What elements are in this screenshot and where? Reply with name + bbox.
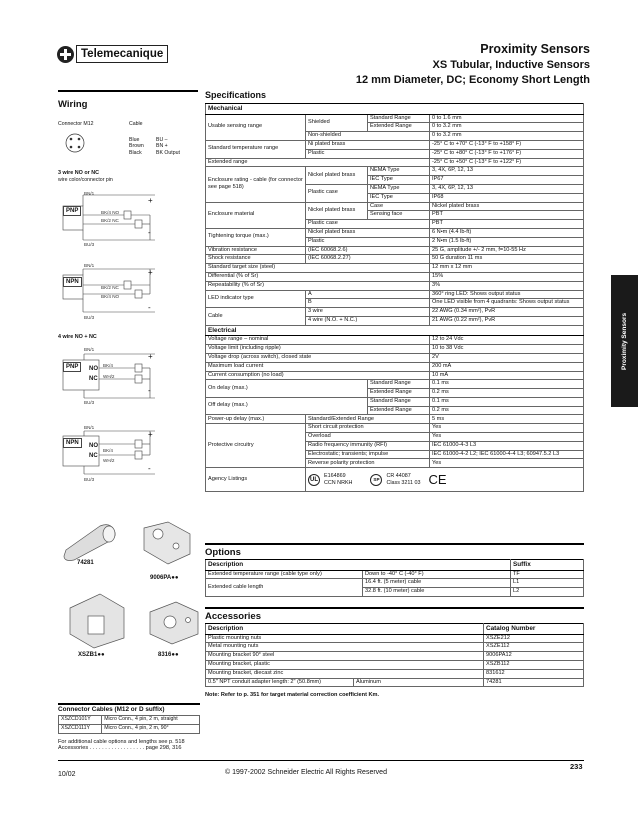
table-cell: LED indicator type: [206, 290, 306, 308]
mechanical-header: Mechanical: [206, 104, 584, 115]
table-cell: 10 mA: [430, 371, 584, 380]
minus-label: -: [148, 303, 151, 312]
table-cell: Plastic: [306, 149, 430, 158]
bu3-label: BU/3: [84, 477, 95, 482]
table-cell: Power-up delay (max.): [206, 415, 306, 424]
table-cell: XSZB112: [484, 660, 584, 669]
table-cell: 3%: [430, 281, 584, 290]
table-cell: IP67: [430, 176, 584, 185]
table-row: [206, 380, 584, 389]
table-cell: Ni plated brass: [306, 140, 430, 149]
table-cell: L2: [511, 588, 584, 597]
page-title: Proximity Sensors: [480, 42, 590, 56]
table-cell: A: [306, 290, 430, 299]
cable-color-row: Brown BN +: [129, 143, 168, 150]
table-cell: 831612: [484, 669, 584, 678]
table-cell: 2V: [430, 353, 584, 362]
table-cell: Plastic mounting nuts: [206, 634, 484, 643]
table-row: [206, 634, 584, 643]
table-cell: Extended Range: [368, 123, 430, 132]
ul-icon: UL: [308, 474, 320, 486]
table-cell: 74281: [484, 678, 584, 687]
no-label: NO: [89, 366, 98, 372]
table-cell: Micro Conn., 4 pin, 2 m, straight: [102, 716, 200, 725]
ul-ccn: CCN NRKH: [324, 479, 353, 486]
table-row: [206, 579, 584, 588]
options-title: Options: [205, 543, 584, 558]
table-cell: Yes: [430, 459, 584, 468]
bk2nc-label: BK/2 NC: [101, 285, 119, 290]
table-row: [206, 424, 584, 433]
table-cell: Sensing face: [368, 211, 430, 220]
table-cell: On delay (max.): [206, 380, 368, 398]
table-cell: 3 wire: [306, 308, 430, 317]
col-header: Description: [206, 624, 484, 635]
table-cell: One LED visible from 4 quadrants: Shows output status: [430, 299, 584, 308]
table-cell: Shielded: [306, 114, 368, 132]
plus-label: +: [148, 430, 153, 439]
table-cell: Vibration resistance: [206, 246, 306, 255]
table-row: [206, 308, 584, 317]
table-cell: 22 AWG (0.34 mm²), PvR: [430, 308, 584, 317]
bn1-label: BN/1: [84, 263, 95, 268]
connector-pinout-icon: [62, 130, 88, 156]
table-cell: 25 G, amplitude +/- 2 mm, f=10-55 Hz: [430, 246, 584, 255]
table-cell: -25° C to +70° C (-13° F to +158° F): [430, 140, 584, 149]
table-row: [206, 362, 584, 371]
table-cell: 3, 4X, 6P, 12, 13: [430, 167, 584, 176]
cable-label: Cable: [129, 121, 143, 127]
cable-color-row: Black BK Output: [129, 149, 180, 156]
table-cell: B: [306, 299, 430, 308]
brand-logo: [57, 44, 197, 64]
table-cell: Reverse polarity protection: [306, 459, 430, 468]
table-cell: Yes: [430, 433, 584, 442]
table-row: [206, 228, 584, 237]
wiring-title: Wiring: [58, 99, 88, 110]
table-cell: Nickel plated brass: [306, 202, 368, 220]
table-row: [206, 272, 584, 281]
table-cell: 360° ring LED: Shows output status: [430, 290, 584, 299]
table-row: [206, 264, 584, 273]
table-cell: 0 to 3.2 mm: [430, 123, 584, 132]
plastic-bracket-image: [66, 590, 128, 650]
table-row: [206, 336, 584, 345]
table-cell: IEC 61000-4-3 L3: [430, 441, 584, 450]
bn1-label: BN/1: [84, 425, 95, 430]
table-cell: -25° C to +80° C (-13° F to +176° F): [430, 149, 584, 158]
cable-color-row: Blue BU –: [129, 137, 168, 143]
table-cell: 16.4 ft. (5 meter) cable: [363, 579, 511, 588]
table-row: [206, 643, 584, 652]
table-row: [206, 660, 584, 669]
options-table: [205, 559, 584, 597]
pnp-label: PNP: [63, 362, 81, 372]
agency-label: Agency Listings: [206, 468, 306, 492]
table-cell: Repeatability (% of Sr): [206, 281, 430, 290]
page-header: [356, 42, 590, 87]
accessories-ref: Accessories . . . . . . . . . . . . . . . . . . page 298, 316: [58, 745, 182, 751]
table-cell: 0.2 ms: [430, 406, 584, 415]
table-cell: 4 wire (N.O. + N.C.): [306, 316, 430, 325]
table-cell: PBT: [430, 211, 584, 220]
four-wire-title: 4 wire NO + NC: [58, 334, 97, 340]
table-cell: Enclosure material: [206, 202, 306, 228]
table-cell: Current consumption (no load): [206, 371, 430, 380]
table-row: [206, 678, 584, 687]
specs-table: [205, 103, 584, 492]
csa-class: Class 3211 03: [386, 479, 421, 486]
table-cell: Standard/Extended Range: [306, 415, 430, 424]
nc-label: NC: [89, 453, 98, 459]
table-row: [206, 281, 584, 290]
table-row: [206, 353, 584, 362]
table-cell: 0 to 1.6 mm: [430, 114, 584, 123]
table-row: [206, 652, 584, 661]
brand-name: Telemecanique: [76, 45, 168, 63]
cables-title: Connector Cables (M12 or D suffix): [58, 703, 200, 713]
table-cell: Nickel plated brass: [430, 202, 584, 211]
bn1-label: BN/1: [84, 347, 95, 352]
table-cell: 12 mm x 12 mm: [430, 264, 584, 273]
table-cell: Mounting bracket, diecast zinc: [206, 669, 484, 678]
wiring-rule: [58, 90, 198, 92]
csa-file: CR 44087: [386, 473, 411, 480]
table-row: [206, 114, 584, 123]
nc-label: NC: [89, 376, 98, 382]
table-cell: Enclosure rating - cable (for connector see page 518): [206, 167, 306, 202]
table-row: [206, 669, 584, 678]
specs-title: Specifications: [205, 90, 267, 100]
minus-label: -: [148, 464, 151, 473]
accessories-section: [205, 623, 584, 698]
table-cell: 10 to 38 Vdc: [430, 345, 584, 354]
table-cell: Radio frequency immunity (RFI): [306, 441, 430, 450]
table-cell: Protective circuitry: [206, 424, 306, 468]
table-cell: 0 to 3.2 mm: [430, 132, 584, 141]
bu3-label: BU/3: [84, 400, 95, 405]
table-cell: XSZE212: [484, 634, 584, 643]
table-cell: 0.1 ms: [430, 380, 584, 389]
no-label: NO: [89, 443, 98, 449]
table-row: [206, 397, 584, 406]
table-cell: 3, 4X, 6P, 12, 13: [430, 184, 584, 193]
plus-label: +: [148, 268, 153, 277]
ce-mark-icon: CE: [428, 471, 447, 487]
table-cell: 21 AWG (0.22 mm²), PvR: [430, 316, 584, 325]
table-cell: Plastic case: [306, 184, 368, 202]
table-cell: Cable: [206, 308, 306, 326]
table-cell: Maximum load current: [206, 362, 430, 371]
table-cell: NEMA Type: [368, 167, 430, 176]
table-cell: Nickel plated brass: [306, 228, 430, 237]
bu3-label: BU/3: [84, 242, 95, 247]
three-wire-subtitle: wire color/connector pin: [58, 177, 113, 183]
table-cell: Case: [368, 202, 430, 211]
table-cell: Usable sensing range: [206, 114, 306, 140]
minus-label: -: [148, 386, 151, 395]
accessories-title: Accessories: [205, 607, 584, 622]
page-number: 233: [570, 762, 583, 771]
table-cell: Extended cable length: [206, 579, 363, 597]
table-row: [206, 415, 584, 424]
table-cell: 5 ms: [430, 415, 584, 424]
table-row: [206, 140, 584, 149]
table-cell: Extended Range: [368, 389, 430, 398]
bn1-label: BN/1: [84, 191, 95, 196]
bk4no-label: BK/4 NO: [101, 210, 120, 215]
table-cell: Standard Range: [368, 114, 430, 123]
table-row: [206, 290, 584, 299]
table-cell: Overload: [306, 433, 430, 442]
figure-label: XSZB1●●: [78, 652, 105, 658]
table-cell: Mounting bracket, plastic: [206, 660, 484, 669]
table-row: [206, 570, 584, 579]
bk4no-label: BK/4 NO: [101, 294, 120, 299]
table-cell: Extended temperature range (cable type only): [206, 570, 363, 579]
figure-label: 8316●●: [158, 652, 179, 658]
col-header: Suffix: [511, 560, 584, 571]
cables-table: [58, 715, 200, 734]
table-cell: 9006PA12: [484, 652, 584, 661]
connector-cables-section: [58, 703, 200, 751]
table-cell: TF: [511, 570, 584, 579]
table-cell: Tightening torque (max.): [206, 228, 306, 246]
pnp-label: PNP: [63, 206, 81, 216]
footer-copyright: © 1997-2002 Schneider Electric All Rights Reserved: [225, 769, 387, 776]
table-cell: Standard target size (steel): [206, 264, 430, 273]
table-cell: 0.2 ms: [430, 389, 584, 398]
table-row: [206, 167, 584, 176]
npn-4wire-diagram: [60, 428, 160, 484]
plus-label: +: [148, 196, 153, 205]
col-header: Description: [206, 560, 511, 571]
table-row: [206, 255, 584, 264]
accessories-table: [205, 623, 584, 687]
table-cell: NEMA Type: [368, 184, 430, 193]
table-cell: Electrostatic; transients; impulse: [306, 450, 430, 459]
table-cell: PBT: [430, 220, 584, 229]
minus-label: -: [148, 228, 151, 237]
table-row: [206, 202, 584, 211]
table-cell: Plastic case: [306, 220, 430, 229]
table-row: [206, 246, 584, 255]
table-cell: XSZE112: [484, 643, 584, 652]
table-cell: 2 N•m (1.5 lb-ft): [430, 237, 584, 246]
table-cell: XSZCD101Y: [59, 716, 102, 725]
section-tab[interactable]: Proximity Sensors: [611, 275, 638, 407]
electrical-header: Electrical: [206, 325, 584, 336]
table-cell: IP68: [430, 193, 584, 202]
table-cell: 200 mA: [430, 362, 584, 371]
ul-file: E164869: [324, 473, 346, 480]
table-cell: Voltage limit (including ripple): [206, 345, 430, 354]
bk4-label: BK/4: [103, 448, 113, 453]
table-row: [59, 725, 200, 734]
table-row: [59, 716, 200, 725]
table-row: [206, 158, 584, 167]
wh2-label: WH/2: [103, 458, 115, 463]
bk4-label: BK/4: [103, 363, 113, 368]
table-cell: Extended Range: [368, 406, 430, 415]
bu3-label: BU/3: [84, 315, 95, 320]
agency-marks: [308, 473, 581, 486]
table-cell: IEC Type: [368, 193, 430, 202]
table-cell: Standard Range: [368, 380, 430, 389]
table-cell: 50 G duration 11 ms: [430, 255, 584, 264]
pnp-4wire-diagram: [60, 350, 160, 410]
table-cell: Yes: [430, 424, 584, 433]
page-subtitle: XS Tubular, Inductive Sensors: [432, 59, 590, 71]
col-header: Catalog Number: [484, 624, 584, 635]
table-cell: (IEC 60068.2.27): [306, 255, 430, 264]
table-cell: 0.5" NPT conduit adapter length: 2" (50.8mm): [206, 678, 354, 687]
table-cell: L1: [511, 579, 584, 588]
table-cell: Non-shielded: [306, 132, 430, 141]
table-cell: 15%: [430, 272, 584, 281]
figure-label: 9006PA●●: [150, 575, 179, 581]
footer-rule: [58, 760, 584, 761]
specs-section: [205, 103, 584, 492]
table-cell: Down to -40° C (-40° F): [363, 570, 511, 579]
table-cell: 6 N•m (4.4 lb-ft): [430, 228, 584, 237]
table-cell: Standard Range: [368, 397, 430, 406]
csa-icon: SP: [370, 474, 382, 486]
options-section: [205, 559, 584, 597]
page-subtitle-2: 12 mm Diameter, DC; Economy Short Length: [355, 74, 590, 86]
mounting-bracket-90-image: [138, 520, 198, 568]
table-cell: Standard temperature range: [206, 140, 306, 158]
three-wire-title: 3 wire NO or NC: [58, 170, 100, 176]
table-cell: XSZCD111Y: [59, 725, 102, 734]
table-cell: 0.1 ms: [430, 397, 584, 406]
npn-label: NPN: [63, 438, 82, 448]
bk2nc-label: BK/2 NC: [101, 218, 119, 223]
cables-note: For additional cable options and lengths see p. 518: [58, 739, 185, 745]
npn-label: NPN: [63, 277, 82, 287]
table-row: [206, 371, 584, 380]
table-cell: Shock resistance: [206, 255, 306, 264]
table-cell: Plastic: [306, 237, 430, 246]
plus-label: +: [148, 352, 153, 361]
table-cell: Voltage range – nominal: [206, 336, 430, 345]
table-cell: IEC Type: [368, 176, 430, 185]
footer-date: 10/02: [58, 771, 76, 778]
logo-icon: [57, 46, 74, 63]
table-cell: IEC 61000-4-2 L2; IEC 61000-4-4 L3; 60947.5.2 L3: [430, 450, 584, 459]
table-cell: Micro Conn., 4 pin, 2 m, 90°: [102, 725, 200, 734]
table-cell: 32.8 ft. (10 meter) cable: [363, 588, 511, 597]
table-row: [206, 345, 584, 354]
table-cell: Nickel plated brass: [306, 167, 368, 185]
table-row: [206, 468, 584, 492]
wh2-label: WH/2: [103, 374, 115, 379]
table-cell: Off delay (max.): [206, 397, 368, 415]
figure-label: 74281: [77, 560, 94, 566]
table-cell: (IEC 60068.2.6): [306, 246, 430, 255]
accessories-note: Note: Refer to p. 351 for target material correction coefficient Km.: [205, 692, 380, 699]
table-cell: Extended range: [206, 158, 430, 167]
table-cell: Short circuit protection: [306, 424, 430, 433]
connector-label: Connector M12: [58, 121, 94, 127]
conduit-adapter-image: [60, 520, 122, 562]
table-cell: -25° C to +50° C (-13° F to +122° F): [430, 158, 584, 167]
table-cell: Voltage drop (across switch), closed state: [206, 353, 430, 362]
diecast-bracket-image: [146, 598, 202, 648]
table-cell: [306, 468, 584, 492]
table-cell: 12 to 24 Vdc: [430, 336, 584, 345]
table-cell: Metal mounting nuts: [206, 643, 484, 652]
table-cell: Mounting bracket 90° steel: [206, 652, 484, 661]
table-cell: Differential (% of Sr): [206, 272, 430, 281]
table-cell: Aluminum: [354, 678, 484, 687]
